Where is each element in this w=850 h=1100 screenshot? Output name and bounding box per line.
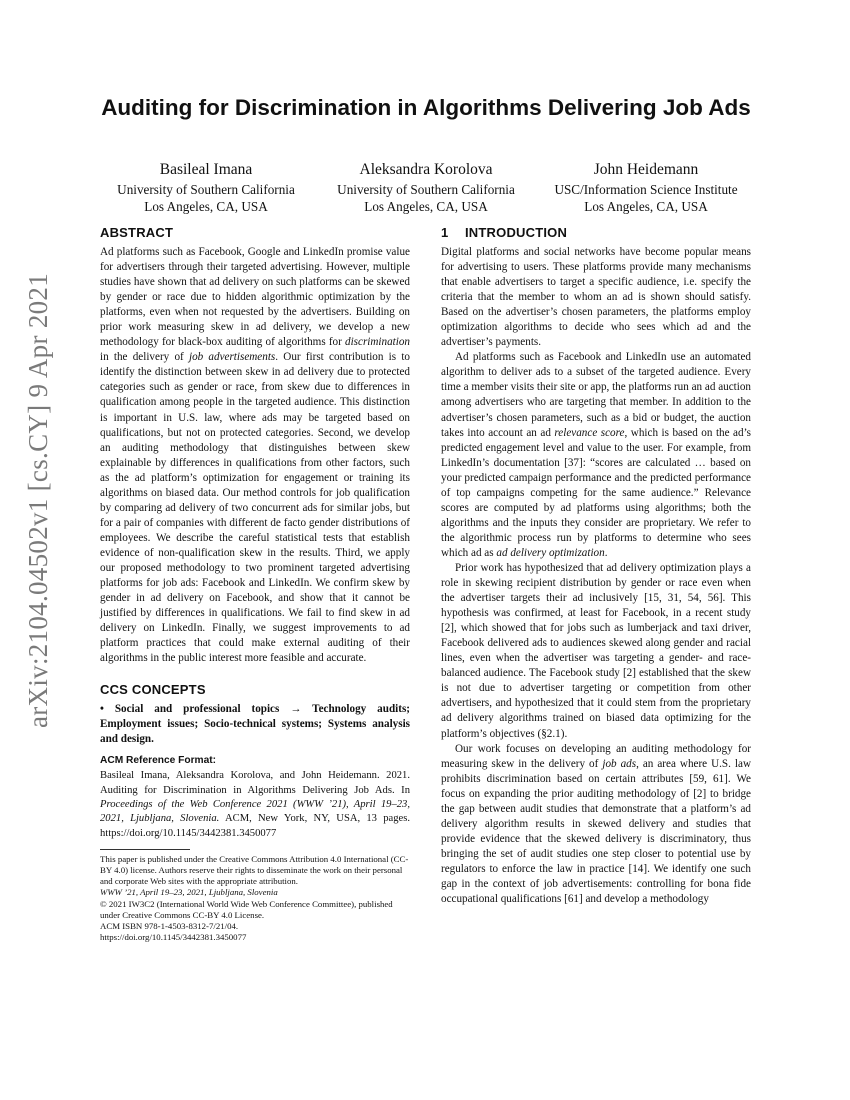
author-affiliation: USC/Information Science Institute <box>554 182 738 197</box>
abstract-heading: ABSTRACT <box>100 225 174 240</box>
author-location: Los Angeles, CA, USA <box>144 199 268 214</box>
abstract-body: Ad platforms such as Facebook, Google and LinkedIn promise value for advertisers through their targeted advertising. However, multiple studies have shown that ad delivery on such platforms can be skewed by gender or race due to hidden algorithmic optimization by the platforms, even when not requested by the advertisers. Building on prior work measuring skew in ad delivery, we develop a new methodology for black-box auditing of algorithms for discrimination in the delivery of job advertisements. Our first contribution is to identify the distinction between skew in ad delivery due to protected categories such as gender or race, from skew due to differences in qualification among people in the targeted audience. This distinction is important in U.S. law, where ads may be targeted based on qualifications, but not on protected categories. Second, we develop an auditing methodology that distinguishes between skew explainable by differences in qualifications from other factors, such as the ad platform’s optimization for engagement or training its algorithms on biased data. Our method controls for job qualification by comparing ad delivery of two concurrent ads for similar jobs, but for a pair of companies with different de facto gender distributions of employees. We describe the careful statistical tests that establish evidence of non-qualification skew in the results. Third, we apply our proposed methodology to two prominent targeted advertising platforms for job ads: Facebook and LinkedIn. We confirm skew by gender in ad delivery on Facebook, and show that it cannot be justified by differences in qualifications. We fail to find skew in ad delivery on LinkedIn. Finally, we suggest improvements to ad platform practices that could make external auditing of their algorithms in the public interest more feasible and accurate. <box>100 246 410 665</box>
intro-paragraph-4: Our work focuses on developing an auditing methodology for measuring skew in the delivery of job ads, an area where U.S. law prohibits discrimination based on certain attributes [59, 61]. We focus on expanding the prior auditing methodology of [2] to bridge the gap between audit studies that demonstrate that a platform’s ad delivery algorithm results in skewed delivery and studies that provide evidence that the skewed delivery is discriminatory, thus bringing the set of audit studies one step closer to potential use by regulators to enforce the law in practice [14]. We identify one such gap in the context of job advertisements: controlling for bona fide occupational qualifications [61] and develop a methodology <box>441 742 751 906</box>
section-number: 1 <box>441 225 449 240</box>
author-name: John Heidemann <box>593 161 699 178</box>
doi-link[interactable]: https://doi.org/10.1145/3442381.3450077 <box>100 932 247 943</box>
footnote <box>100 854 410 944</box>
author-name: Aleksandra Korolova <box>359 161 493 178</box>
ccs-concepts: • Social and professional topics → Technology audits; Employment issues; Socio-technical systems; Systems analysis and design. <box>100 703 410 746</box>
intro-paragraph-3: Prior work has hypothesized that ad delivery optimization plays a role in skewing recipient distribution by gender or race even when the advertiser targets their ad inclusively [15, 31, 54, 56]. This hypothesis was confirmed, at least for Facebook, in a recent study [2], which showed that for jobs such as lumberjack and taxi driver, Facebook delivered ads to audiences skewed along gender and racial lines, even when the advertiser was targeting a gender- and race-balanced audience. The Facebook study [2] established that the skew is not due to advertiser targeting or competition from other advertisers, and hypothesized that it could stem from the proprietary ad delivery algorithms trained on biased data optimizing for the platform’s objectives (§2.1). <box>441 561 751 740</box>
author-name: Basileal Imana <box>159 161 253 178</box>
paper-title: Auditing for Discrimination in Algorithms Delivering Job Ads <box>101 95 751 120</box>
left-column <box>100 225 410 943</box>
section-heading <box>441 225 751 241</box>
author-2 <box>320 160 532 215</box>
author-block <box>100 160 752 215</box>
right-column <box>441 225 751 907</box>
acm-reference: Basileal Imana, Aleksandra Korolova, and John Heidemann. 2021. Auditing for Discrimination in Algorithms Delivering Job Ads. In Proceedings of the Web Conference 2021 (WWW ’21), April 19–23, 2021, Ljubljana, Slovenia. ACM, New York, NY, USA, 13 pages. https://doi.org/10.1145/3442381.3450077 <box>100 770 410 839</box>
section-title: INTRODUCTION <box>465 225 568 240</box>
author-affiliation: University of Southern California <box>337 182 515 197</box>
footnote-rule <box>100 849 190 850</box>
intro-paragraph-2: Ad platforms such as Facebook and LinkedIn use an automated algorithm to deliver ads to a subset of the targeted audience. Every time a member visits their site or app, the platforms run an ad auction among advertisers who are targeting that member. In addition to the advertiser’s chosen parameters, such as a bid or budget, the auction takes into account an ad relevance score, which is based on the ad’s predicted engagement level and value to the user. For example, from LinkedIn’s documentation [37]: “scores are calculated … based on your predicted campaign performance and the predicted performance of top campaigns competing for the same audience.” Relevance scores are computed by ad platforms using algorithms; both the algorithms and the inputs they consider are proprietary. We refer to the algorithmic process run by platforms to determine who sees which ad as ad delivery optimization. <box>441 351 751 559</box>
isbn-text: ACM ISBN 978-1-4503-8312-7/21/04. <box>100 921 239 932</box>
copyright-text: © 2021 IW3C2 (International World Wide Web Conference Committee), published under Creative Commons CC-BY 4.0 License. <box>100 898 393 920</box>
acm-reference-heading: ACM Reference Format: <box>100 755 217 767</box>
author-location: Los Angeles, CA, USA <box>584 199 708 214</box>
arxiv-stamp-container <box>18 272 60 728</box>
author-affiliation: University of Southern California <box>117 182 295 197</box>
license-text: This paper is published under the Creative Commons Attribution 4.0 International (CC-BY 4.0) license. Authors reserve their rights to disseminate the work on their personal and corporate Web sites with the appropriate attribution. <box>100 853 409 887</box>
arxiv-stamp[interactable]: arXiv:2104.04502v1 [cs.CY] 9 Apr 2021 <box>23 272 54 728</box>
venue-text: WWW ’21, April 19–23, 2021, Ljubljana, Slovenia <box>100 887 278 898</box>
author-3 <box>540 160 752 215</box>
ccs-heading: CCS CONCEPTS <box>100 682 206 698</box>
author-1 <box>100 160 312 215</box>
author-location: Los Angeles, CA, USA <box>364 199 488 214</box>
intro-paragraph-1: Digital platforms and social networks have become popular means for advertising to users. These platforms provide many mechanisms that enable advertisers to target a specific audience, i.e. specify the criteria that the member to whom an ad is shown should satisfy. Based on the advertiser’s chosen parameters, the platforms employ optimization algorithms to decide who sees which ad and the advertiser’s payments. <box>441 246 751 349</box>
